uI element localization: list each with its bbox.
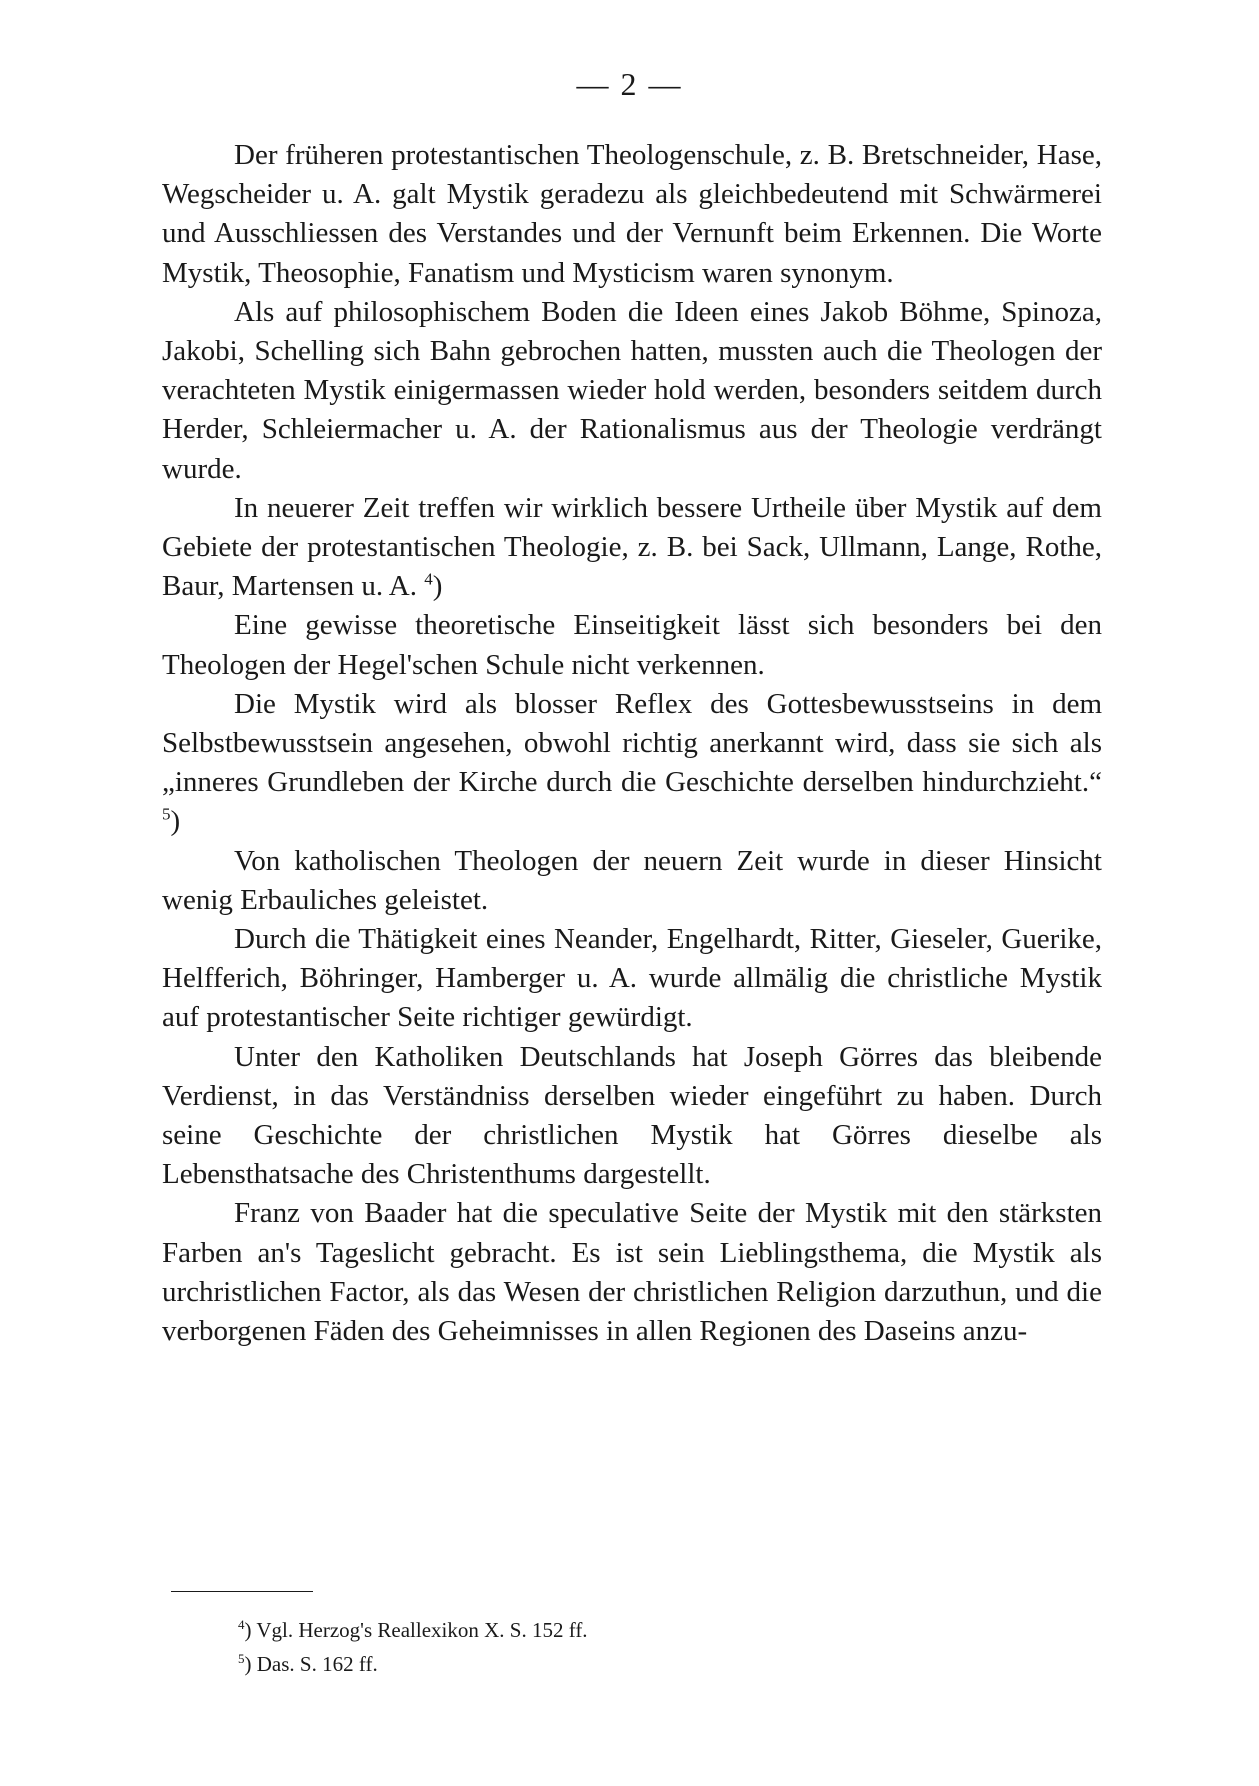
- footnote-mark: 4: [238, 1617, 245, 1632]
- paragraph: Franz von Baader hat die speculative Seite der Mystik mit den stärksten Farben an's Tageslicht gebracht. Es ist sein Lieblingsthema, die Mystik als urchristlichen Factor, als das Wesen der christlichen Religion darzuthun, und die verborgenen Fäden des Geheimnisses in allen Regionen des Daseins anzu-: [162, 1197, 1102, 1348]
- paragraph: Durch die Thätigkeit eines Neander, Engelhardt, Ritter, Gieseler, Guerike, Helfferich, Böhringer, Hamberger u. A. wurde allmälig die christliche Mystik auf protestantischer Seite richtiger gewürdigt.: [162, 923, 1102, 1034]
- paragraph: Der früheren protestantischen Theologenschule, z. B. Bretschneider, Hase, Wegscheider u. A. galt Mystik geradezu als gleichbedeutend mit Schwärmerei und Ausschliessen des Verstandes und der Vernunft beim Erkennen. Die Worte Mystik, Theosophie, Fanatism und Mysticism waren synonym.: [162, 139, 1102, 289]
- paragraph: In neuerer Zeit treffen wir wirklich bessere Urtheile über Mystik auf dem Gebiete der protestantischen Theologie, z. B. bei Sack, Ullmann, Lange, Rothe, Baur, Martensen u. A. $^4$): [162, 491, 1102, 603]
- paragraph: Als auf philosophischem Boden die Ideen eines Jakob Böhme, Spinoza, Jakobi, Schelling sich Bahn gebrochen hatten, mussten auch die Theologen der verachteten Mystik einigermassen wieder hold werden, besonders seitdem durch Herder, Schleiermacher u. A. der Rationalismus aus der Theologie verdrängt wurde.: [162, 295, 1102, 485]
- footnote-reference: 4: [424, 569, 433, 589]
- footnotes: [238, 1613, 938, 1681]
- footnote-text: Das. S. 162 ff.: [256, 1652, 378, 1676]
- footnote: $^4$) Vgl. Herzog's Reallexikon X. S. 152 ff.: [238, 1617, 588, 1642]
- page-number: — 2 —: [576, 66, 683, 102]
- body-text: [162, 136, 1102, 1351]
- footnote-mark: 5: [238, 1651, 245, 1666]
- paragraph-text: In neuerer Zeit treffen wir wirklich bessere Urtheile über Mystik auf dem Gebiete der protestantischen Theologie, z. B. bei Sack, Ullmann, Lange, Rothe, Baur, Martensen u. A.: [162, 491, 1102, 603]
- paragraph: Von katholischen Theologen der neuern Zeit wurde in dieser Hinsicht wenig Erbauliches geleistet.: [162, 844, 1102, 916]
- footnote: $^5$) Das. S. 162 ff.: [238, 1651, 378, 1676]
- paragraph-text: Die Mystik wird als blosser Reflex des Gottesbewusstseins in dem Selbstbewusstsein angesehen, obwohl richtig anerkannt wird, dass sie sich als „inneres Grundleben der Kirche durch die Geschichte derselben hindurchzieht.“: [162, 687, 1102, 799]
- footnote-reference: 5: [162, 804, 171, 824]
- footnote-divider: [171, 1591, 313, 1592]
- paragraph: Eine gewisse theoretische Einseitigkeit lässt sich besonders bei den Theologen der Hegel'schen Schule nicht verkennen.: [162, 609, 1102, 681]
- footnote-text: Vgl. Herzog's Reallexikon X. S. 152 ff.: [256, 1618, 588, 1642]
- paragraph: Unter den Katholiken Deutschlands hat Joseph Görres das bleibende Verdienst, in das Verständniss derselben wieder eingeführt zu haben. Durch seine Geschichte der christlichen Mystik hat Görres dieselbe als Lebensthatsache des Christenthums dargestellt.: [162, 1040, 1102, 1191]
- paragraph: Die Mystik wird als blosser Reflex des Gottesbewusstseins in dem Selbstbewusstsein angesehen, obwohl richtig anerkannt wird, dass sie sich als „inneres Grundleben der Kirche durch die Geschichte derselben hindurchzieht.“ $^5$): [162, 687, 1102, 838]
